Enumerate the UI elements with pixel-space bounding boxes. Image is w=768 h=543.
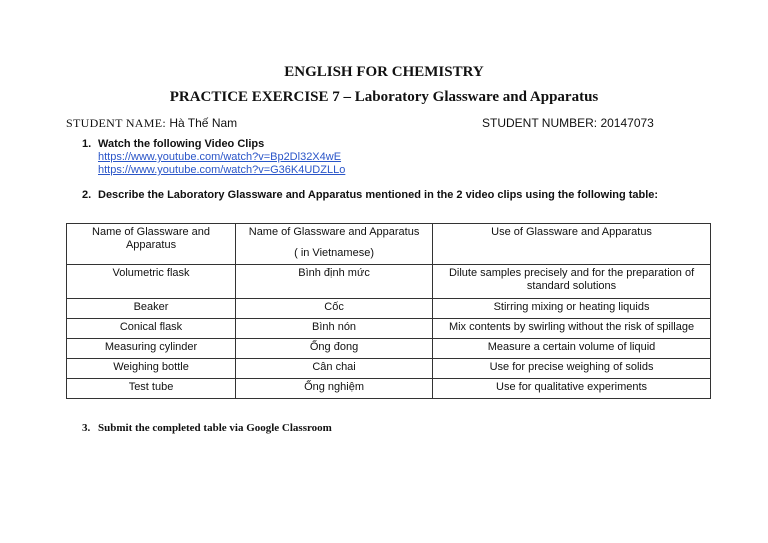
cell-use: Dilute samples precisely and for the preparation of standard solutions xyxy=(433,265,711,299)
cell-name: Beaker xyxy=(67,299,236,319)
table-row xyxy=(67,299,711,319)
glassware-table xyxy=(66,223,711,399)
instruction-2-text: Describe the Laboratory Glassware and Apparatus mentioned in the 2 video clips using the following table: xyxy=(98,189,659,201)
cell-vietnamese: Cốc xyxy=(236,299,433,319)
instruction-1 xyxy=(82,138,264,150)
header-name-cell: Name of Glassware and Apparatus xyxy=(67,224,236,265)
table-header-row xyxy=(67,224,711,265)
student-number: STUDENT NUMBER: 20147073 xyxy=(482,116,654,130)
table-row xyxy=(67,379,711,399)
cell-use: Use for qualitative experiments xyxy=(433,379,711,399)
cell-vietnamese: Bình định mức xyxy=(236,265,433,299)
cell-use: Use for precise weighing of solids xyxy=(433,359,711,379)
table-row xyxy=(67,265,711,299)
cell-name: Measuring cylinder xyxy=(67,339,236,359)
cell-vietnamese: Ống nghiệm xyxy=(236,379,433,399)
header-vietnamese-cell xyxy=(236,224,433,265)
header-use-cell: Use of Glassware and Apparatus xyxy=(433,224,711,265)
header-vietnamese-text: Name of Glassware and Apparatus xyxy=(248,226,420,238)
instruction-1-number: 1. xyxy=(82,138,92,150)
cell-use: Stirring mixing or heating liquids xyxy=(433,299,711,319)
cell-use: Mix contents by swirling without the risk of spillage xyxy=(433,319,711,339)
instruction-3 xyxy=(82,422,332,434)
instruction-2 xyxy=(82,189,658,201)
cell-name: Test tube xyxy=(67,379,236,399)
document-title: ENGLISH FOR CHEMISTRY xyxy=(284,64,484,80)
instruction-2-number: 2. xyxy=(82,189,92,201)
instruction-3-text: Submit the completed table via Google Classroom xyxy=(98,422,332,434)
header-vietnamese-note: ( in Vietnamese) xyxy=(294,247,374,259)
instruction-1-text: Watch the following Video Clips xyxy=(98,138,265,150)
table-row xyxy=(67,339,711,359)
table-row xyxy=(67,359,711,379)
student-name-label: STUDENT NAME: xyxy=(66,116,167,130)
cell-use: Measure a certain volume of liquid xyxy=(433,339,711,359)
cell-vietnamese: Ống đong xyxy=(236,339,433,359)
video-link-1[interactable]: https://www.youtube.com/watch?v=Bp2Dl32X4wE xyxy=(98,151,342,163)
cell-vietnamese: Cân chai xyxy=(236,359,433,379)
table-row xyxy=(67,319,711,339)
instruction-3-number: 3. xyxy=(82,422,91,434)
exercise-subtitle: PRACTICE EXERCISE 7 – Laboratory Glassware and Apparatus xyxy=(169,89,599,105)
cell-name: Weighing bottle xyxy=(67,359,236,379)
student-name-value: Hà Thế Nam xyxy=(166,116,238,130)
video-link-2[interactable]: https://www.youtube.com/watch?v=G36K4UDZLLo xyxy=(98,164,346,176)
cell-name: Volumetric flask xyxy=(67,265,236,299)
student-name-line xyxy=(66,116,237,131)
cell-name: Conical flask xyxy=(67,319,236,339)
cell-vietnamese: Bình nón xyxy=(236,319,433,339)
